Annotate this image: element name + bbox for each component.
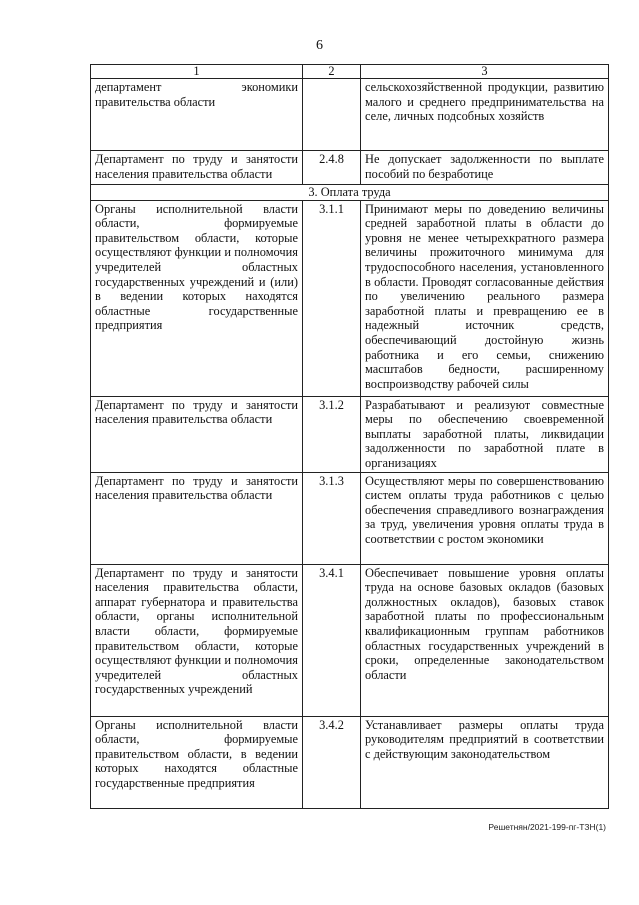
item-number-cell: 3.1.3 [303, 472, 361, 564]
table-row [91, 564, 609, 716]
obligation-cell: Принимают меры по доведению величины средней заработной платы в области до уровня не менее четырехкратного размера величины прожиточного минимума для трудоспособного населения, установленного в области. Проводят согласованные действия по увеличению реального размера заработной платы и превращению ее в надежный источник средств, обеспечивающий достойную жизнь работника и его семьи, снижению масштабов бедности, расширенному воспроизводству рабочей силы [361, 200, 609, 396]
obligation-cell: сельскохозяйственной продукции, развитию малого и среднего предпринимательства на селе, личных подсобных хозяйств [361, 79, 609, 151]
table-row [91, 716, 609, 808]
document-code: Решетнян/2021-199-пг-ТЗН(1) [488, 822, 606, 832]
item-number-cell: 3.1.1 [303, 200, 361, 396]
page-number: 6 [316, 38, 323, 53]
obligation-cell: Обеспечивает повышение уровня оплаты труда на основе базовых окладов (базовых должностных окладов), базовых ставок заработной платы по профессиональным квалификационным группам работников областных государственных учреждений в сроки, определенные законодательством области [361, 564, 609, 716]
header-cell-1: 1 [91, 65, 303, 79]
item-number-cell: 3.1.2 [303, 396, 361, 472]
table-row [91, 79, 609, 151]
item-number-cell: 3.4.1 [303, 564, 361, 716]
table-row [91, 396, 609, 472]
obligation-cell: Разрабатывают и реализуют совместные меры по обеспечению своевременной выплаты заработной платы, ликвидации задолженности по заработной плате в организациях [361, 396, 609, 472]
responsible-party-cell: Департамент по труду и занятости населения правительства области [91, 151, 303, 185]
item-number-cell: 2.4.8 [303, 151, 361, 185]
table-row [91, 200, 609, 396]
header-cell-2: 2 [303, 65, 361, 79]
table-row [91, 472, 609, 564]
responsible-party-cell: департамент экономики правительства области [91, 79, 303, 151]
section-title: 3. Оплата труда [91, 185, 609, 201]
header-cell-3: 3 [361, 65, 609, 79]
table-header-row [91, 65, 609, 79]
table-row [91, 151, 609, 185]
responsible-party-cell: Департамент по труду и занятости населения правительства области [91, 396, 303, 472]
responsible-party-cell: Органы исполнительной власти области, формируемые правительством области, в ведении которых находятся областные государственные предприятия [91, 716, 303, 808]
responsible-party-cell: Органы исполнительной власти области, формируемые правительством области, которые осуществляют функции и полномочия учредителей областных государственных учреждений и (или) в ведении которых находятся областные государственные предприятия [91, 200, 303, 396]
obligation-cell: Устанавливает размеры оплаты труда руководителям предприятий в соответствии с действующим законодательством [361, 716, 609, 808]
item-number-cell [303, 79, 361, 151]
document-table [90, 64, 609, 809]
responsible-party-cell: Департамент по труду и занятости населения правительства области [91, 472, 303, 564]
item-number-cell: 3.4.2 [303, 716, 361, 808]
section-heading-row [91, 185, 609, 201]
responsible-party-cell: Департамент по труду и занятости населения правительства области, аппарат губернатора и правительства области, органы исполнительной власти области, формируемые правительством области, которые осуществляют функции и полномочия учредителей областных государственных учреждений [91, 564, 303, 716]
obligation-cell: Не допускает задолженности по выплате пособий по безработице [361, 151, 609, 185]
obligation-cell: Осуществляют меры по совершенствованию систем оплаты труда работников с целью обеспечения справедливого вознаграждения за труд, увеличения уровня оплаты труда в соответствии с ростом экономики [361, 472, 609, 564]
